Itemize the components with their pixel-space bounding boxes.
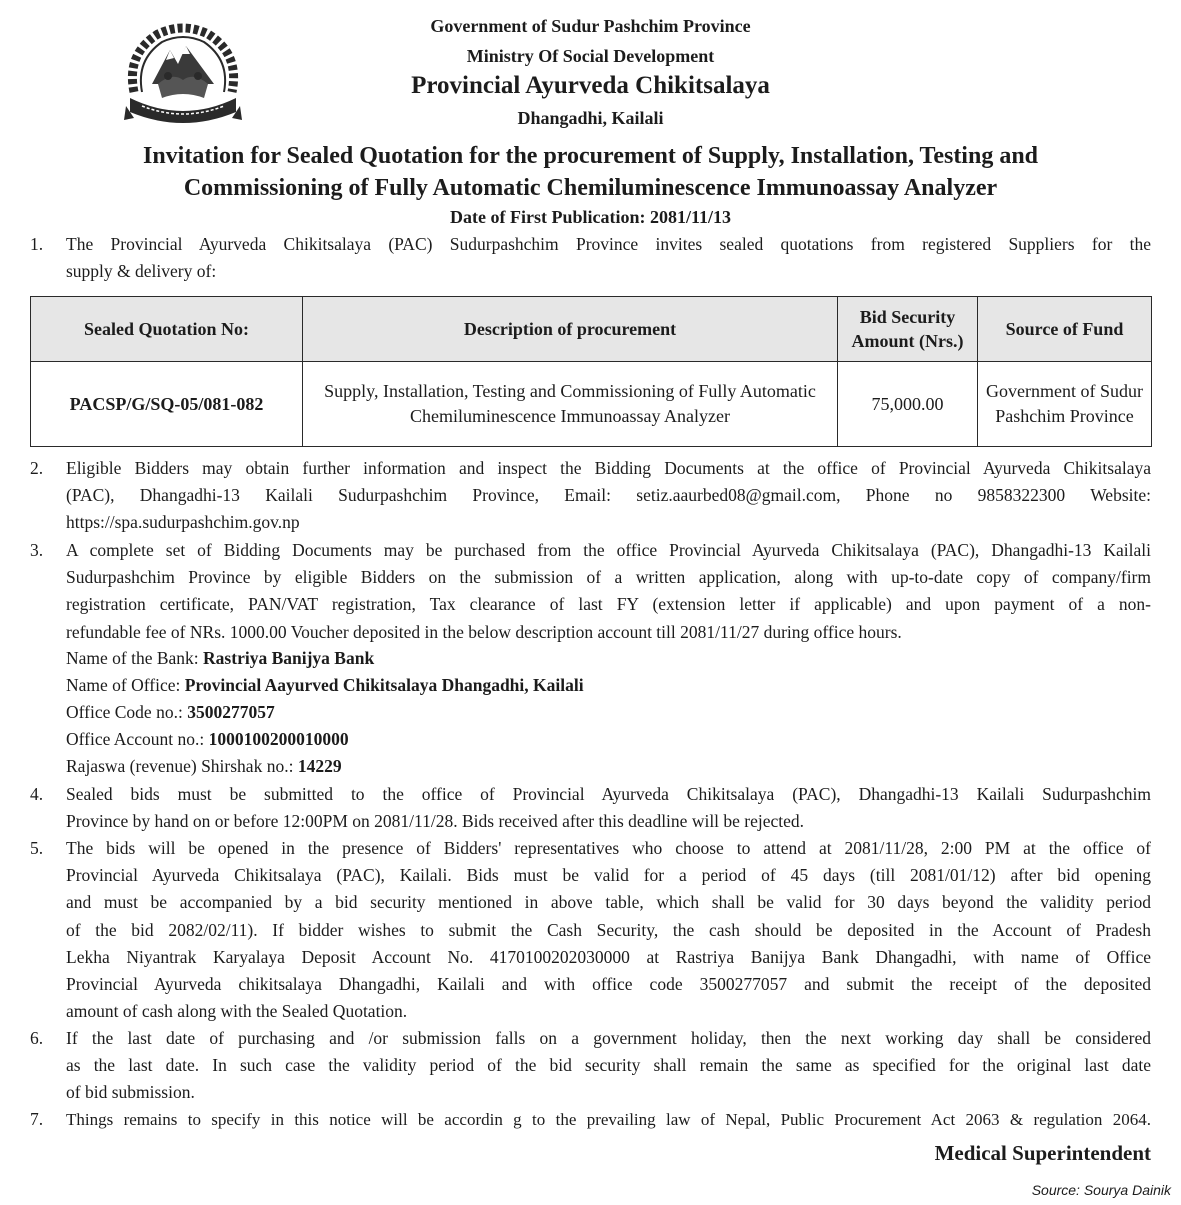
item-line: Eligible Bidders may obtain further information and inspect the Bidding Documents at the office of Provincial Ayurveda Chikitsalaya: [66, 458, 1151, 478]
item-line: refundable fee of NRs. 1000.00 Voucher deposited in the below description account till 2081/11/27 during office hours.: [66, 621, 902, 642]
government-heading: Government of Sudur Pashchim Province: [430, 16, 751, 36]
location-heading: Dhangadhi, Kailali: [517, 108, 664, 128]
item-line: Sudurpashchim Province by eligible Bidders on the submission of a written application, along with up-to-date copy of company/firm: [66, 567, 1151, 588]
item-line: and must be accompanied by a bid security mentioned in above table, which shall be valid for 30 days beyond the validity period: [66, 892, 1151, 913]
cell-fund: Government of Sudur Pashchim Province: [978, 362, 1152, 447]
quotation-table: [30, 296, 1152, 447]
source-credit: Source: Sourya Dainik: [1031, 1182, 1171, 1198]
header-source-of-fund: Source of Fund: [978, 297, 1152, 362]
office-code-label: Office Code no.:: [66, 702, 188, 722]
item-line: (PAC), Dhangadhi-13 Kailali Sudurpashchim Province, Email: setiz.aaurbed08@gmail.com, Phone no 9858322300 Website:: [66, 485, 1151, 506]
header-quotation-no: Sealed Quotation No:: [31, 297, 303, 362]
item-number: 6.: [30, 1028, 44, 1048]
item-number: 7.: [30, 1109, 44, 1129]
item-line: of bid submission.: [66, 1082, 195, 1103]
header-bid-security: Bid Security Amount (Nrs.): [838, 297, 978, 362]
signature: Medical Superintendent: [934, 1141, 1151, 1165]
item-number: 2.: [30, 458, 44, 478]
item-line: Provincial Ayurveda chikitsalaya Dhangadhi, Kailali and with office code 3500277057 and submit the receipt of the deposited: [66, 974, 1151, 995]
bank-name-label: Name of the Bank:: [66, 648, 204, 668]
item-number: 1.: [30, 234, 44, 254]
item-line: Sealed bids must be submitted to the office of Provincial Ayurveda Chikitsalaya (PAC), Dhangadhi-13 Kailali Sudurpashchim: [66, 784, 1151, 804]
office-name-label: Name of Office:: [66, 675, 185, 695]
item-number: 3.: [30, 540, 44, 560]
publication-date: Date of First Publication: 2081/11/13: [450, 207, 731, 227]
office-account: [66, 726, 349, 753]
revenue-shirshak-value: 14229: [297, 756, 342, 776]
table-row: [31, 362, 1152, 447]
revenue-shirshak: [66, 753, 342, 780]
notice-title: [0, 140, 1181, 204]
office-code-value: 3500277057: [187, 702, 275, 722]
item-line: Things remains to specify in this notice will be accordin g to the prevailing law of Nepal, Public Procurement Act 2063 & regulation 2064.: [66, 1110, 1151, 1129]
cell-quotation-no: PACSP/G/SQ-05/081-082: [31, 362, 303, 447]
cell-description: Supply, Installation, Testing and Commissioning of Fully Automatic Chemiluminescence Immunoassay Analyzer: [303, 362, 838, 447]
table-header-row: [31, 297, 1152, 362]
cell-amount: 75,000.00: [838, 362, 978, 447]
ministry-heading: Ministry Of Social Development: [466, 46, 715, 66]
item-line: of the bid 2082/02/11). If bidder wishes to submit the Cash Security, the cash should be deposited in the Account of Pradesh: [66, 919, 1151, 940]
bank-name: [66, 645, 374, 672]
notice-title-line: Commissioning of Fully Automatic Chemiluminescence Immunoassay Analyzer: [183, 175, 998, 201]
item-line: registration certificate, PAN/VAT registration, Tax clearance of last FY (extension letter if applicable) and upon payment of a non-: [66, 594, 1151, 615]
item-line: Provincial Ayurveda Chikitsalaya (PAC), Kailali. Bids must be valid for a period of 45 days (till 2081/01/12) after bid opening: [66, 865, 1151, 886]
bank-name-value: Rastriya Banijya Bank: [203, 648, 375, 668]
item-line: The bids will be opened in the presence of Bidders' representatives who choose to attend at 2081/11/28, 2:00 PM at the office of: [66, 838, 1151, 858]
item-line: A complete set of Bidding Documents may be purchased from the office Provincial Ayurveda Chikitsalaya (PAC), Dhangadhi-13 Kailali: [66, 540, 1151, 560]
item-line: supply & delivery of:: [66, 261, 217, 282]
item-line: as the last date. In such case the validity period of the bid security shall remain the same as specified for the original last date: [66, 1055, 1151, 1076]
office-code: [66, 699, 275, 726]
item-line: amount of cash along with the Sealed Quotation.: [66, 1001, 408, 1022]
item-line: The Provincial Ayurveda Chikitsalaya (PAC) Sudurpashchim Province invites sealed quotations from registered Suppliers for the: [66, 234, 1151, 254]
revenue-shirshak-label: Rajaswa (revenue) Shirshak no.:: [66, 756, 298, 776]
office-name: [66, 672, 584, 699]
item-line: Province by hand on or before 12:00PM on 2081/11/28. Bids received after this deadline will be rejected.: [66, 811, 805, 832]
item-line: https://spa.sudurpashchim.gov.np: [66, 512, 300, 533]
office-account-label: Office Account no.:: [66, 729, 209, 749]
office-name-value: Provincial Aayurved Chikitsalaya Dhangadhi, Kailali: [184, 675, 584, 695]
item-line: Lekha Niyantrak Karyalaya Deposit Account No. 4170100202030000 at Rastriya Banijya Bank Dhangadhi, with name of Office: [66, 946, 1151, 967]
item-number: 5.: [30, 838, 44, 858]
office-account-value: 1000100200010000: [208, 729, 349, 749]
item-line: If the last date of purchasing and /or submission falls on a government holiday, then the next working day shall be considered: [66, 1028, 1151, 1048]
notice-title-line: Invitation for Sealed Quotation for the procurement of Supply, Installation, Testing and: [142, 143, 1039, 169]
office-heading: Provincial Ayurveda Chikitsalaya: [411, 72, 770, 99]
header-description: Description of procurement: [303, 297, 838, 362]
item-number: 4.: [30, 784, 44, 804]
